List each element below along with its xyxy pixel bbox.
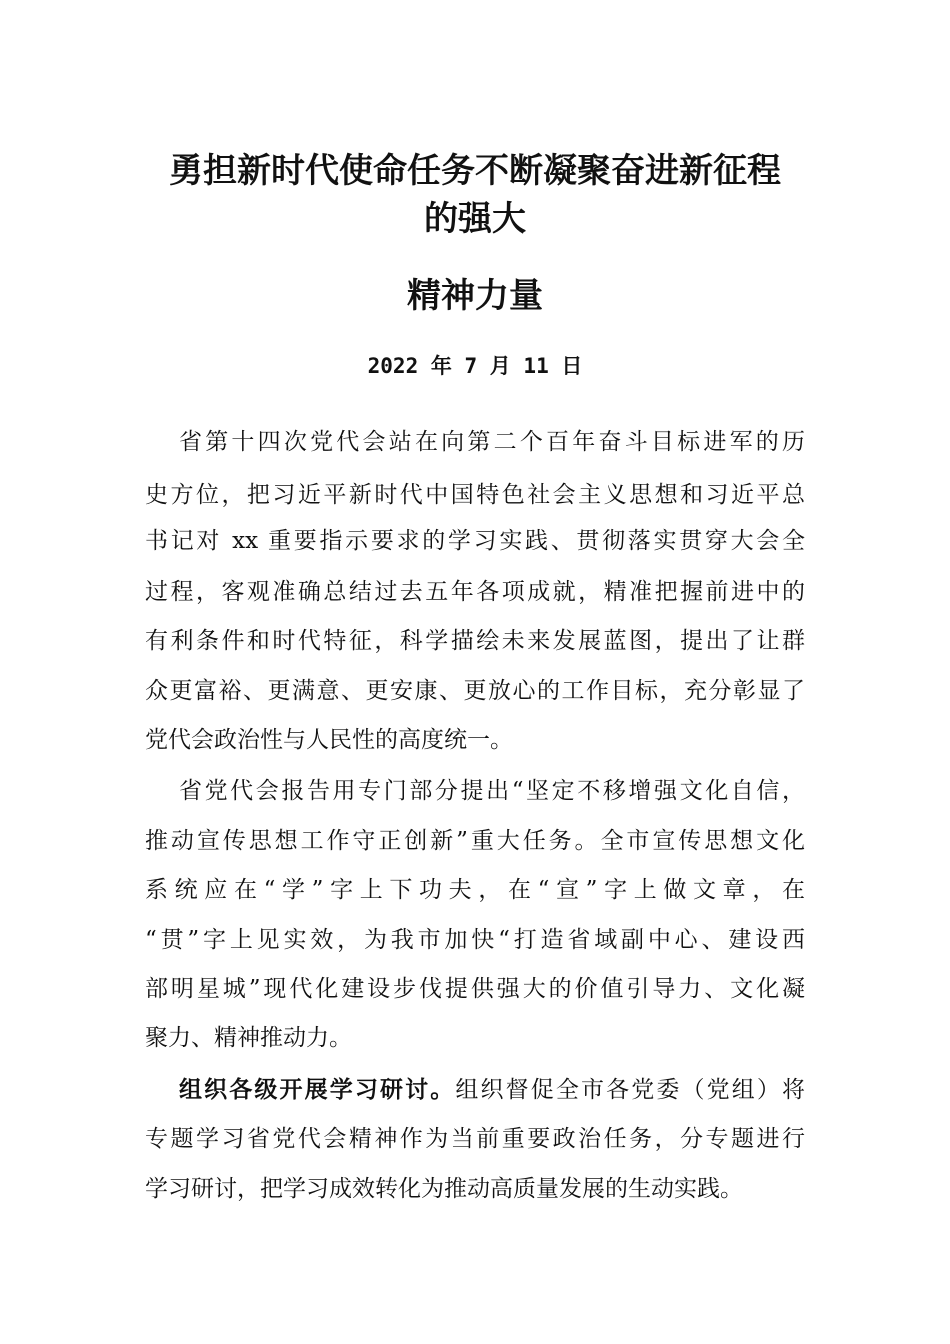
paragraph-1-line: 书记对 xx 重要指示要求的学习实践、贯彻落实贯穿大会全: [145, 528, 805, 554]
paragraph-2-line: 部明星城”现代化建设步伐提供强大的价值引导力、文化凝: [145, 976, 805, 1002]
paragraph-3-text: 组织督促全市各党委（党组）将: [455, 1077, 805, 1103]
document-date: 2022 年 7 月 11 日: [367, 354, 583, 378]
paragraph-1-line: 过程，客观准确总结过去五年各项成就，精准把握前进中的: [145, 579, 805, 605]
paragraph-3-line: [145, 1073, 805, 1107]
paragraph-1-line: 史方位，把习近平新时代中国特色社会主义思想和习近平总: [145, 482, 805, 508]
paragraph-2-line: “贯”字上见实效，为我市加快“打造省域副中心、建设西: [145, 927, 805, 953]
paragraph-1-line: 有利条件和时代特征，科学描绘未来发展蓝图，提出了让群: [145, 628, 805, 654]
paragraph-2-line: 聚力、精神推动力。: [145, 1025, 352, 1051]
paragraph-3-heading: 组织各级开展学习研讨。: [179, 1076, 456, 1103]
document-title-line-2: 的强大: [424, 199, 526, 239]
paragraph-1-line: 省第十四次党代会站在向第二个百年奋斗目标进军的历: [179, 429, 805, 455]
paragraph-2-line: 省党代会报告用专门部分提出“坚定不移增强文化自信，: [179, 778, 805, 804]
paragraph-3-line: 专题学习省党代会精神作为当前重要政治任务，分专题进行: [145, 1126, 805, 1152]
paragraph-2-line: 推动宣传思想工作守正创新”重大任务。全市宣传思想文化: [145, 828, 805, 854]
document-title-line-3: 精神力量: [407, 276, 543, 316]
paragraph-1-line: 众更富裕、更满意、更安康、更放心的工作目标，充分彰显了: [145, 678, 805, 704]
paragraph-1-line: 党代会政治性与人民性的高度统一。: [145, 727, 513, 753]
paragraph-2-line: 系统应在“学”字上下功夫，在“宣”字上做文章，在: [145, 877, 805, 903]
document-title-line-1: 勇担新时代使命任务不断凝聚奋进新征程: [169, 151, 781, 191]
paragraph-3-line: 学习研讨，把学习成效转化为推动高质量发展的生动实践。: [145, 1176, 743, 1202]
